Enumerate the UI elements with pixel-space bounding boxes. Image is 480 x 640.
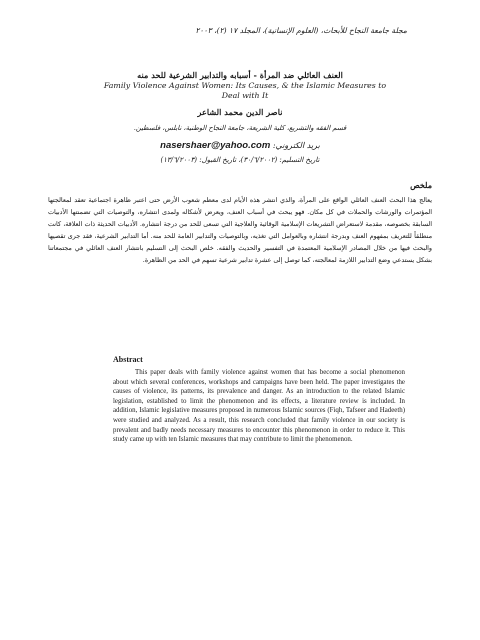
journal-header: مجلة جامعة النجاح للأبحاث، (العلوم الإنسانية)، المجلد ١٧ (٢)، ٢٠٠٣: [195, 26, 407, 35]
english-title: Family Violence Against Women: Its Causes, & the Islamic Measures to Deal with It: [103, 81, 387, 100]
email-line: [60, 140, 420, 151]
author-name: ناصر الدين محمد الشاعر: [197, 107, 283, 117]
arabic-abstract-text: يعالج هذا البحث العنف العائلي الواقع على المرأة، والذي انتشر هذه الأيام لدى معظم شعوب الأرض حتى اعتبر ظاهرة اجتماعية تعقد لمعالجتها المؤتمرات والورشات والحملات في كل مكان. فهو يبحث في أسباب العنف، ويعرض لأشكاله ولمدى انتشاره، والتوصيات التي تضمنتها الأدبيات السابقة بخصوصه، مقدمة لاستعراض التشريعات الإسلامية الوقائية والعلاجية التي تسعى للحد من درجة انتشاره. الأدبيات الحديثة ذات العلاقة، كانت منطلقاً للتعريف بمفهوم العنف وبدرجة انتشاره وبالعوامل التي تغذيه، وبالتوصيات والتدابير العامة للحد منه. أما التدابير الشرعية، فقد جرى تقصيها والبحث فيها من خلال المصادر الإسلامية المعتمدة في التفسير والحديث والفقه. خلص البحث إلى التسليم بانتشار العنف العائلي في مجتمعاتنا بشكل يستدعي وضع التدابير اللازمة لمعالجته، كما توصل إلى عشرة تدابير شرعية تسهم في الحد من الظاهرة.: [48, 196, 432, 264]
email-address[interactable]: nasershaer@yahoo.com: [160, 140, 271, 151]
submission-dates: تاريخ التسليم: (٣٠/٦/٢٠٠٢)، تاريخ القبول: (١٣/٦/٢٠٠٣): [160, 156, 320, 164]
english-abstract-heading: Abstract: [113, 355, 143, 364]
arabic-title: العنف العائلي ضد المرأة - أسبابه والتدابير الشرعية للحد منه: [137, 70, 343, 80]
author-affiliation: قسم الفقه والتشريع، كلية الشريعة، جامعة النجاح الوطنية، نابلس، فلسطين.: [133, 124, 347, 132]
arabic-abstract-heading: ملخص: [410, 180, 432, 190]
english-abstract-text: This paper deals with family violence against women that has become a social phenomenon about which several conferences, workshops and campaigns have been held. The paper investigates the causes of violence, its patterns, its prevalence and danger. As an introduction to the related Islamic legislation, established to limit the phenomenon and its effects, a literature review is included. In addition, Islamic legislative measures proposed in numerous Islamic sources (Fiqh, Tafseer and Hadeeth) were studied and analyzed. As a result, this research concluded that family violence in our society is prevalent and badly needs necessary measures to encounter this phenomenon in order to reduce it. This study came up with ten Islamic measures that may contribute to limit the phenomenon.: [113, 369, 405, 444]
email-label: بريد الكتروني:: [272, 141, 320, 150]
